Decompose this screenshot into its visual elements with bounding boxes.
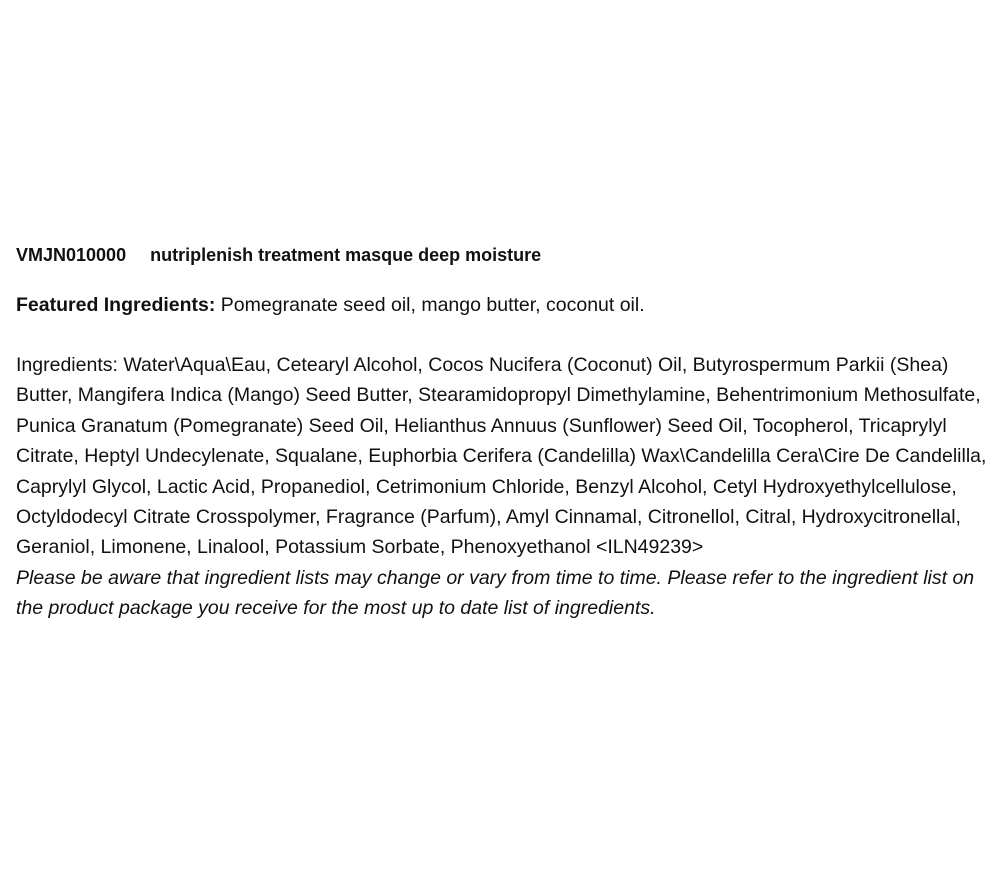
product-sku: VMJN010000 (16, 245, 127, 265)
product-header (16, 242, 996, 268)
ingredients-disclaimer: Please be aware that ingredient lists may change or vary from time to time. Please refer to the ingredient list on the product package you receive for the most up to date list of ingredients. (16, 566, 975, 620)
featured-ingredients-label: Featured Ingredients: (16, 294, 216, 316)
ingredient-sheet (16, 242, 996, 624)
product-name: nutriplenish treatment masque deep moisture (150, 245, 542, 265)
featured-ingredients-text: Pomegranate seed oil, mango butter, coconut oil. (215, 294, 645, 316)
featured-ingredients (16, 290, 996, 320)
ingredients-list: Ingredients: Water\Aqua\Eau, Cetearyl Alcohol, Cocos Nucifera (Coconut) Oil, Butyrospermum Parkii (Shea) Butter, Mangifera Indica (Mango) Seed Butter, Stearamidopropyl Dimethylamine, Behentrimonium Methosulfate, Punica Granatum (Pomegranate) Seed Oil, Helianthus Annuus (Sunflower) Seed Oil, Tocopherol, Tricaprylyl Citrate, Heptyl Undecylenate, Squalane, Euphorbia Cerifera (Candelilla) Wax\Candelilla Cera\Cire De Candelilla, Caprylyl Glycol, Lactic Acid, Propanediol, Cetrimonium Chloride, Benzyl Alcohol, Cetyl Hydroxyethylcellulose, Octyldodecyl Citrate Crosspolymer, Fragrance (Parfum), Amyl Cinnamal, Citronellol, Citral, Hydroxycitronellal, Geraniol, Limonene, Linalool, Potassium Sorbate, Phenoxyethanol <ILN49239> (16, 354, 987, 559)
